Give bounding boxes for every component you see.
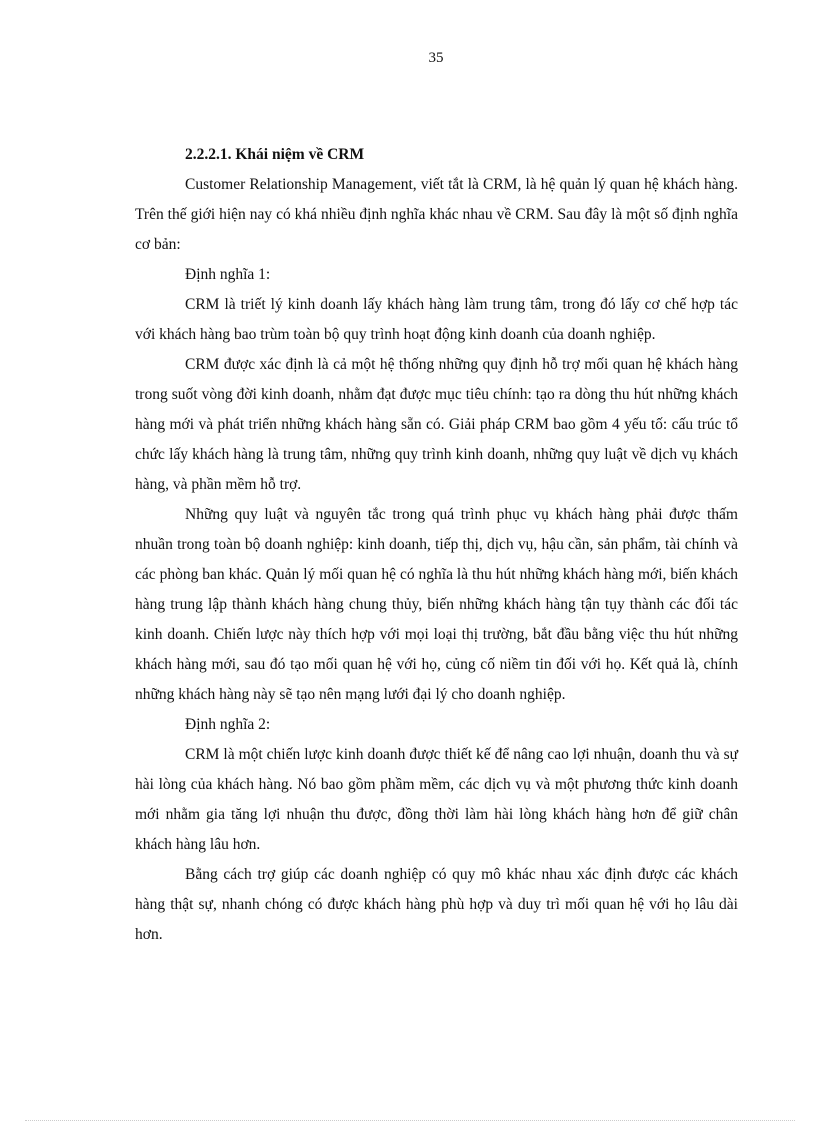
- paragraph-definition-2: CRM là một chiến lược kinh doanh được thiết kế để nâng cao lợi nhuận, doanh thu và sự hài lòng của khách hàng. Nó bao gồm phầm mềm, các dịch vụ và một phương thức kinh doanh mới nhằm gia tăng lợi nhuận thu được, đồng thời làm hài lòng khách hàng hơn để giữ chân khách hàng lâu hơn.: [135, 746, 738, 853]
- definition-2-label: Định nghĩa 2:: [185, 716, 271, 733]
- paragraph-intro: Customer Relationship Management, viết tắt là CRM, là hệ quản lý quan hệ khách hàng. Trên thế giới hiện nay có khá nhiều định nghĩa khác nhau về CRM. Sau đây là một số định nghĩa cơ bản:: [135, 176, 738, 253]
- definition-1-label: Định nghĩa 1:: [185, 266, 271, 283]
- section-heading: 2.2.2.1. Khái niệm về CRM: [185, 146, 365, 163]
- paragraph-crm-system: CRM được xác định là cả một hệ thống những quy định hỗ trợ mối quan hệ khách hàng trong suốt vòng đời kinh doanh, nhằm đạt được mục tiêu chính: tạo ra dòng thu hút những khách hàng mới và phát triển những khách hàng sẵn có. Giải pháp CRM bao gồm 4 yếu tố: cấu trúc tổ chức lấy khách hàng là trung tâm, những quy trình kinh doanh, những quy luật về dịch vụ khách hàng, và phần mềm hỗ trợ.: [135, 356, 738, 493]
- paragraph-principles: Những quy luật và nguyên tắc trong quá trình phục vụ khách hàng phải được thấm nhuần trong toàn bộ doanh nghiệp: kinh doanh, tiếp thị, dịch vụ, hậu cần, sản phẩm, tài chính và các phòng ban khác. Quản lý mối quan hệ có nghĩa là thu hút những khách hàng mới, biến khách hàng trung lập thành khách hàng chung thủy, biến những khách hàng tận tụy thành các đối tác kinh doanh. Chiến lược này thích hợp với mọi loại thị trường, bắt đầu bằng việc thu hút những khách hàng mới, sau đó tạo mối quan hệ với họ, củng cố niềm tin đối với họ. Kết quả là, chính những khách hàng này sẽ tạo nên mạng lưới đại lý cho doanh nghiệp.: [135, 506, 738, 703]
- paragraph-definition-1: CRM là triết lý kinh doanh lấy khách hàng làm trung tâm, trong đó lấy cơ chế hợp tác với khách hàng bao trùm toàn bộ quy trình hoạt động kinh doanh của doanh nghiệp.: [135, 296, 738, 343]
- document-body: [135, 140, 738, 950]
- paragraph-support: Bằng cách trợ giúp các doanh nghiệp có quy mô khác nhau xác định được các khách hàng thật sự, nhanh chóng có được khách hàng phù hợp và duy trì mối quan hệ với họ lâu dài hơn.: [135, 866, 738, 943]
- page-bottom-divider: [25, 1120, 795, 1121]
- page-number: 35: [428, 50, 444, 66]
